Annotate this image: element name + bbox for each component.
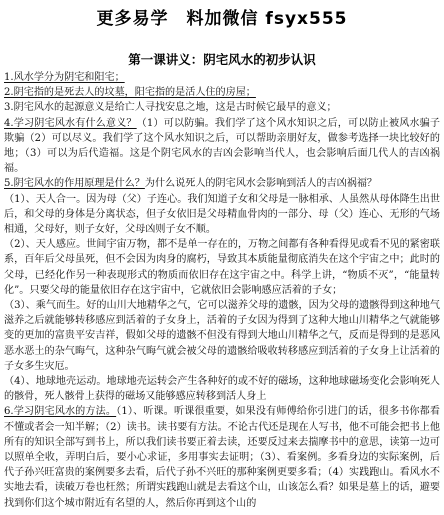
list-item: [4, 192, 440, 238]
item-text: （2）、天人感应。世间宇宙万物，都不是单一存在的，万物之间都有各种看得见或看不见的紧密联系，百年后父母虽死，但不会因为肉身的腐朽，导致其本质能量彻底消失在这个宇宙之中；此时的父母，已经化作另一种表现形式的物质而依旧存在这宇宙之中。科学上讲，“物质不灭”，“能量转化”。只要父母的能量依旧存在这宇宙中，它就依旧会影响感应活着的子女；: [4, 239, 440, 296]
promo-banner: 更多易学 料加微信 fsyx555: [96, 9, 348, 29]
item-text: （1）、天人合一。因为母（父）子连心。我们知道子女和父母是一脉相承、人虽然从母体降生出世后，和父母的身体是分离状态，但子女依旧是父母精血骨肉的一部分、母（父）连心、无形的气场相通，父母好，则子女好，父母凶则子女不顺。: [4, 193, 440, 236]
lesson-title: 第一课讲义：阴宅风水的初步认识: [128, 52, 316, 67]
item-text: （1）、听课。听课很重要，如果没有师傅给你引进门的话，很多书你都看不懂或者会一知半解；（2）读书。读书要有方法。不论古代还是现在人写书，他不可能会把书上他所有的知识全部写到书上，所以我们读书要正着去读，还要反过来去揣摩书中的意思，读第一边可以照单全收，弄明白后，要小心求证，多用事实去证明；（3）、看案例。多看身边的实际案例，后代子孙兴旺富贵的案例要多去看，后代子孙不兴旺的那种案例更要多看；（4）实践跑山。看风水不实地去看，读破万卷也枉然；所谓实践跑山就是去看这个山，山该怎么看？如果是墓上的话，避要找到你们这个城市附近有名望的人，然后你再到这个山的: [4, 406, 440, 509]
list-item: [4, 374, 440, 404]
heading-underlined: 5.阴宅风水的作用原理是什么？: [4, 178, 145, 190]
list-item: [4, 85, 440, 100]
list-item: [4, 237, 440, 298]
list-item: [4, 404, 440, 510]
heading-underlined: 4.学习阴宅风水有什么意义？: [4, 117, 137, 129]
item-text: （4）、地球地壳运动。地球地壳运转会产生各种好的或不好的磁场，这种地球磁场变化会影响死人的骸骨，死人骸骨上获得的磁场又能够感应转移到活人身上: [4, 376, 440, 403]
list-item: [4, 116, 440, 177]
item-text: 3.阴宅风水的起源意义是给亡人寻找安息之地，这是古时候它最早的意义；: [4, 102, 337, 114]
list-item: [4, 176, 440, 191]
list-item: [4, 100, 440, 115]
item-text: （3）、乘气而生。好的山川大地精华之气，它可以滋养父母的遗骸，因为父母的遗骸得到这种地气滋养之后就能够转移感应到活着的子女身上，活着的子女因为得到了这种大地山川精华之气就能够变的更加的富贵平安吉祥，假如父母的遗骸不但没有得到大地山川精华之气，反而是得到的是恶风恶水恶土的杂气晦气，这种杂气晦气就会被父母的遗骸给吸收转移感应到活着的子女身上让活着的子女多生灾厄。: [4, 300, 440, 372]
item-text: （1）可以防骗。我们学了这个风水知识之后，可以防止被风水骗子欺骗（2）可以尽义。我们学了这个风水知识之后，可以帮助亲朋好友，做参考选择一块比较好的地；（3）可以为后代造福。这是个阴宅风水的吉凶会影响当代人，也会影响后面几代人的吉凶祸福。: [4, 117, 441, 175]
heading-underlined: 6.学习阴宅风水的方法。: [4, 406, 117, 418]
list-item: [4, 298, 440, 374]
heading-underlined: 1.风水学分为阴宅和阳宅；: [4, 72, 125, 83]
list-item: [4, 70, 440, 85]
document-body: [4, 70, 440, 511]
item-text: 为什么说死人的阴宅风水会影响到活人的吉凶祸福？: [144, 178, 378, 190]
heading-underlined: 2.阴宅指的是死去人的坟墓，阳宅指的是活人住的房屋；: [4, 87, 256, 99]
